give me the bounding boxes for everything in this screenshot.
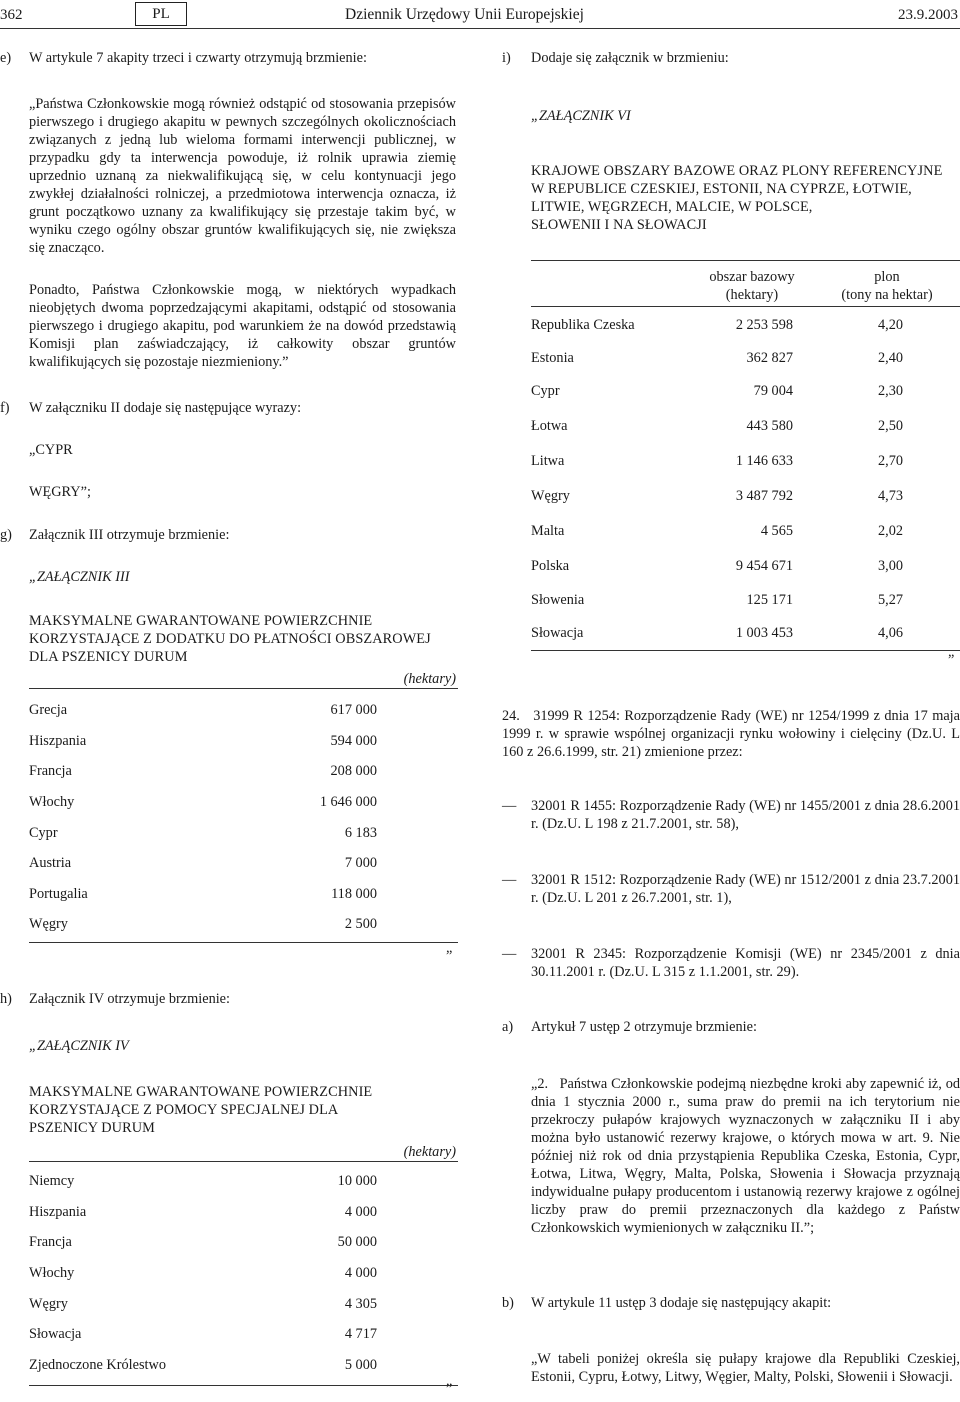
area-cell: 4 565	[760, 522, 793, 539]
area-cell: 125 171	[746, 592, 793, 608]
country-cell: Estonia	[531, 349, 574, 366]
value-cell: 1 646 000	[319, 794, 377, 811]
table-row	[531, 548, 903, 583]
table-row	[531, 513, 903, 548]
value-cell: 10 000	[337, 1173, 377, 1190]
table-row	[29, 1350, 377, 1381]
country-cell: Cypr	[29, 824, 58, 841]
country-cell: Węgry	[29, 1295, 68, 1312]
item-label-b: b)	[502, 1295, 514, 1311]
area-cell: 443 580	[746, 417, 793, 434]
annex-iii-heading	[29, 612, 459, 666]
table-row	[29, 1227, 377, 1258]
item-text-a: Artykuł 7 ustęp 2 otrzymuje brzmienie:	[531, 1019, 757, 1035]
column-header-line: plon	[874, 269, 900, 285]
table-row	[29, 695, 377, 726]
value-cell: 118 000	[331, 885, 377, 902]
item-label-f: f)	[0, 400, 10, 416]
country-cell: Malta	[531, 522, 565, 539]
column-header-line: (tony na hektar)	[841, 287, 933, 303]
item-text-f: W załączniku II dodaje się następujące wyrazy:	[29, 400, 302, 416]
country-cell: Niemcy	[29, 1173, 75, 1190]
country-cell: Republika Czeska	[531, 316, 635, 333]
amendment-dash: —	[502, 946, 517, 962]
table-row	[531, 478, 903, 513]
country-cell: Cypr	[531, 383, 560, 399]
quoted-article-11: „W tabeli poniżej określa się pułapy krajowe dla Republiki Czeskiej, Estonii, Cypru, Łotwy, Litwy, Węgier, Malty, Polski, Słowenii i Słowacji.	[531, 1351, 960, 1385]
table-row	[29, 726, 377, 757]
column-header-area	[686, 268, 818, 304]
table-rule	[29, 942, 458, 943]
item-text-b: W artykule 11 ustęp 3 dodaje się następujący akapit:	[531, 1295, 832, 1311]
area-cell: 362 827	[746, 349, 793, 366]
yield-cell: 5,27	[877, 592, 903, 608]
quoted-article-7: „2. Państwa Członkowskie podejmą niezbędne kroki aby zapewnić iż, od dnia 1 stycznia 2000 r., suma praw do premii na ich terytorium nie przekroczy pułapów krajowych wyznaczonych w załączniku II i aby można było ustanowić rezerwy krajowe, o których mowa w art. 9. Nie później niż rok od dnia przystąpienia Republika Czeska, Estonia, Cypr, Łotwa, Litwa, Węgry, Malta, Polska, Słowenia i Słowacja przyznają indywidualne pułapy producentom i ustanowią rezerwy krajowe z ogólnej liczby praw do premii przeznaczonych dla każdego z Państw Członkowskich wymienionych w załączniku II.”;	[531, 1076, 960, 1236]
table-row	[531, 308, 903, 341]
page-header	[0, 0, 960, 30]
value-cell: 208 000	[330, 763, 377, 780]
country-cell: Hiszpania	[29, 732, 87, 749]
annex-iv-heading	[29, 1083, 459, 1137]
table-rule	[29, 1161, 458, 1162]
item-label-g: g)	[0, 527, 12, 543]
column-header-yield	[824, 268, 950, 304]
yield-cell: 4,06	[877, 625, 903, 641]
yield-cell: 2,50	[877, 417, 903, 434]
quoted-paragraph-2: Ponadto, Państwa Członkowskie mogą, w niektórych wypadkach nieobjętych dwoma poprzedzającymi akapitami, odstąpić od stosowania pierwszego i drugiego akapitu, pod warunkiem że na dowód przedstawią Komisji plan zaświadczający, iż całkowity obszar gruntów kwalifikujących się pozostaje niezmieniony.”	[29, 282, 456, 370]
table-row	[531, 443, 903, 478]
yield-cell: 2,70	[877, 452, 903, 469]
yield-cell: 4,73	[877, 487, 903, 504]
annex-iii-unit: (hektary)	[403, 671, 456, 687]
area-cell: 3 487 792	[735, 487, 793, 504]
column-header-line: (hektary)	[725, 287, 779, 303]
page-number: 362	[0, 7, 23, 23]
item-24-text: 24. 31999 R 1254: Rozporządzenie Rady (WE) nr 1254/1999 z dnia 17 maja 1999 r. w sprawie wspólnej organizacji rynku wołowiny i cielęciny (Dz.U. L 160 z 26.6.1999, str. 21) zmienione przez:	[502, 708, 960, 760]
annex-iv-table	[29, 1166, 377, 1380]
item-label-e: e)	[0, 50, 12, 66]
annex-iv-title: „ZAŁĄCZNIK IV	[29, 1038, 129, 1054]
amendment-dash: —	[502, 872, 517, 888]
country-cell: Słowacja	[29, 1326, 82, 1343]
value-cell: 7 000	[344, 855, 377, 872]
table-row	[29, 1197, 377, 1228]
table-row	[29, 756, 377, 787]
value-cell: 4 000	[344, 1265, 377, 1282]
annex-iii-title: „ZAŁĄCZNIK III	[29, 569, 130, 585]
country-cell: Słowenia	[531, 592, 585, 608]
table-row	[29, 879, 377, 910]
country-cell: Włochy	[29, 1265, 75, 1282]
value-cell: 594 000	[330, 732, 377, 749]
annex-vi-heading-line: SŁOWENII I NA SŁOWACJI	[531, 217, 707, 233]
yield-cell: 2,02	[877, 522, 903, 539]
annex-vi-heading	[531, 162, 960, 234]
country-cell: Łotwa	[531, 417, 568, 434]
annex-iv-heading-line: KORZYSTAJĄCE Z POMOCY SPECJALNEJ DLA	[29, 1102, 339, 1118]
country-cell: Francja	[29, 1234, 72, 1251]
quoted-paragraph-1: „Państwa Członkowskie mogą również odstąpić od stosowania przepisów pierwszego i drugiego akapitu w pewnych szczególnych okolicznościach związanych z jedną lub wieloma formami interwencji publicznej, w przypadku gdy ta interwencja powoduje, iż rolnik uprawia ziemię uprzednio uznaną za niekwalifikującą się, w celu kontynuacji jego zwykłej działalności rolniczej, a przedmiotowa interwencja oznacza, iż grunt początkowo uznany za kwalifikujący się przestaje takim być, w wyniku czego ogólny obszar gruntów kwalifikujących się, nie zwiększa się znacząco.	[29, 96, 456, 256]
closing-quote: ”	[446, 1381, 453, 1397]
publication-date: 23.9.2003	[898, 7, 958, 23]
country-cell: Hiszpania	[29, 1203, 87, 1220]
annex-iii-heading-line: KORZYSTAJĄCE Z DODATKU DO PŁATNOŚCI OBSZAROWEJ	[29, 631, 431, 647]
header-rule	[0, 28, 960, 29]
yield-cell: 3,00	[877, 557, 903, 574]
country-cell: Polska	[531, 557, 570, 574]
annex-vi-heading-line: LITWIE, WĘGRZECH, MALCIE, W POLSCE,	[531, 199, 813, 215]
annex-vi-heading-line: KRAJOWE OBSZARY BAZOWE ORAZ PLONY REFERENCYJNE	[531, 163, 943, 179]
annex-vi-title: „ZAŁĄCZNIK VI	[531, 108, 631, 124]
table-row	[29, 1288, 377, 1319]
table-row	[29, 1258, 377, 1289]
table-row	[531, 617, 903, 649]
yield-cell: 4,20	[877, 316, 903, 333]
closing-quote: ”	[948, 652, 955, 668]
item-label-h: h)	[0, 991, 12, 1007]
table-rule	[531, 260, 960, 261]
value-cell: 2 500	[344, 916, 377, 933]
table-rule	[29, 1385, 458, 1386]
amendment-item: 32001 R 1455: Rozporządzenie Rady (WE) nr 1455/2001 z dnia 28.6.2001 r. (Dz.U. L 198 z 21.7.2001, str. 58),	[531, 798, 960, 832]
annex-vi-table	[531, 308, 903, 649]
country-cell: Francja	[29, 763, 72, 780]
area-cell: 1 003 453	[735, 625, 793, 641]
country-cell: Litwa	[531, 452, 565, 469]
table-rule	[531, 650, 960, 651]
area-cell: 2 253 598	[735, 316, 793, 333]
amendment-item: 32001 R 1512: Rozporządzenie Rady (WE) nr 1512/2001 z dnia 23.7.2001 r. (Dz.U. L 201 z 26.7.2001, str. 1),	[531, 872, 960, 906]
table-rule	[531, 306, 960, 307]
table-row	[531, 374, 903, 408]
column-header-line: obszar bazowy	[709, 269, 795, 285]
item-text-e: W artykule 7 akapity trzeci i czwarty otrzymują brzmienie:	[29, 50, 367, 66]
value-cell: 4 305	[344, 1295, 377, 1312]
country-cell: Węgry	[29, 916, 68, 933]
annex-iv-heading-line: MAKSYMALNE GWARANTOWANE POWIERZCHNIE	[29, 1084, 373, 1100]
annex-vi-heading-line: W REPUBLICE CZESKIEJ, ESTONII, NA CYPRZE, ŁOTWIE,	[531, 181, 912, 197]
table-row	[29, 1166, 377, 1197]
table-row	[29, 787, 377, 818]
table-rule	[29, 688, 458, 689]
item-label-i: i)	[502, 50, 511, 66]
table-row	[531, 583, 903, 617]
annex-iii-table	[29, 695, 377, 940]
country-cell: Zjednoczone Królestwo	[29, 1356, 166, 1373]
value-cell: 6 183	[344, 824, 377, 841]
country-cell: Austria	[29, 855, 72, 872]
annex-iii-heading-line: DLA PSZENICY DURUM	[29, 649, 188, 665]
country-cell: Portugalia	[29, 885, 88, 902]
value-cell: 617 000	[330, 702, 377, 719]
annex-ii-line-2: WĘGRY”;	[29, 484, 91, 500]
value-cell: 50 000	[337, 1234, 377, 1251]
annex-ii-line-1: „CYPR	[29, 442, 73, 458]
item-text-i: Dodaje się załącznik w brzmieniu:	[531, 50, 729, 66]
country-cell: Węgry	[531, 487, 570, 504]
area-cell: 1 146 633	[735, 452, 793, 469]
table-row	[29, 909, 377, 940]
yield-cell: 2,30	[877, 383, 903, 399]
table-row	[29, 1319, 377, 1350]
yield-cell: 2,40	[877, 349, 903, 366]
table-row	[531, 408, 903, 443]
country-cell: Włochy	[29, 794, 75, 811]
value-cell: 4 000	[344, 1203, 377, 1220]
table-row	[29, 848, 377, 879]
annex-iii-heading-line: MAKSYMALNE GWARANTOWANE POWIERZCHNIE	[29, 613, 373, 629]
country-cell: Grecja	[29, 702, 68, 719]
item-text-h: Załącznik IV otrzymuje brzmienie:	[29, 991, 231, 1007]
table-row	[29, 817, 377, 848]
amendment-dash: —	[502, 798, 517, 814]
annex-iv-unit: (hektary)	[403, 1144, 456, 1160]
journal-title: Dziennik Urzędowy Unii Europejskiej	[345, 6, 584, 23]
value-cell: 5 000	[344, 1356, 377, 1373]
language-badge: PL	[135, 2, 187, 26]
table-row	[531, 341, 903, 374]
area-cell: 9 454 671	[735, 557, 793, 574]
item-text-g: Załącznik III otrzymuje brzmienie:	[29, 527, 230, 543]
country-cell: Słowacja	[531, 625, 584, 641]
amendment-item: 32001 R 2345: Rozporządzenie Komisji (WE) nr 2345/2001 z dnia 30.11.2001 r. (Dz.U. L 315 z 1.1.2001, str. 29).	[531, 946, 960, 980]
item-label-a: a)	[502, 1019, 514, 1035]
closing-quote: ”	[446, 948, 453, 964]
area-cell: 79 004	[753, 383, 793, 399]
annex-iv-heading-line: PSZENICY DURUM	[29, 1120, 155, 1136]
value-cell: 4 717	[344, 1326, 377, 1343]
